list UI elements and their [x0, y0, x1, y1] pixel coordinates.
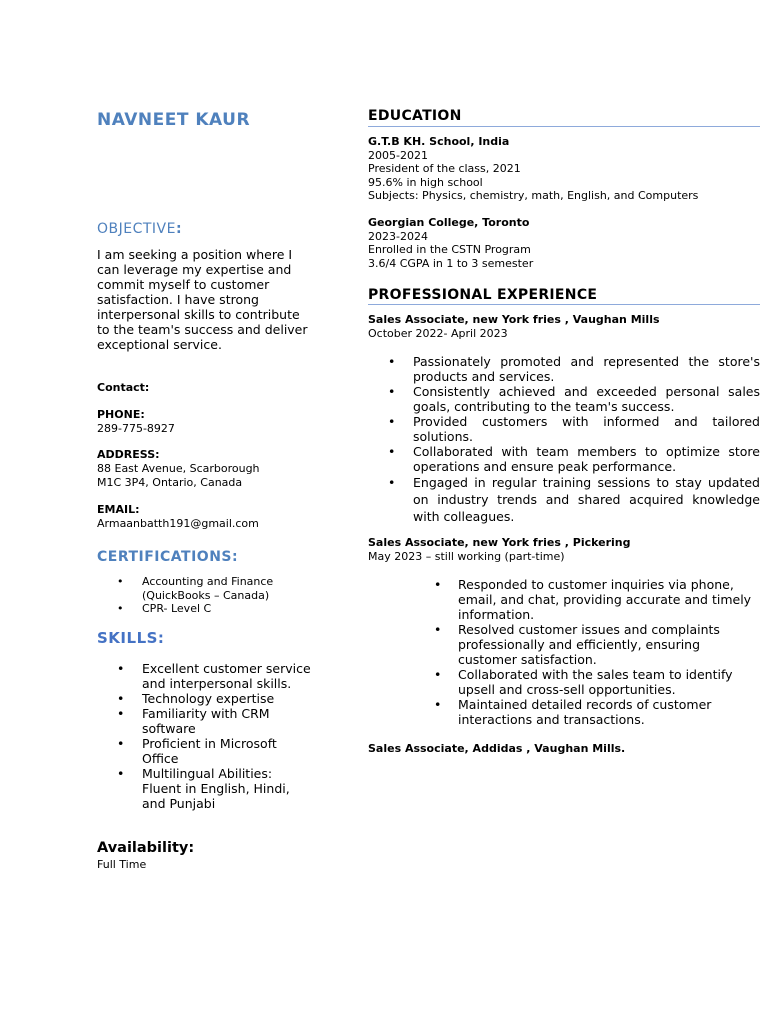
job-title: Sales Associate, new York fries , Pickering: [368, 536, 631, 549]
job-title: Sales Associate, Addidas , Vaughan Mills.: [368, 742, 626, 755]
email-value: Armaanbatth191@gmail.com: [97, 517, 259, 530]
address-line-1: 88 East Avenue, Scarborough: [97, 462, 260, 475]
education-line: 2023-2024: [368, 229, 428, 243]
skill-item: • Proficient in Microsoft Office: [97, 736, 312, 766]
job-bullet: • Consistently achieved and exceeded personal sales goals, contributing to the team's success.: [368, 384, 760, 414]
education-divider: [368, 126, 760, 127]
job-bullet: • Collaborated with the sales team to identify upsell and cross-sell opportunities.: [368, 667, 760, 697]
job-bullet: • Maintained detailed records of customer interactions and transactions.: [368, 697, 760, 727]
phone-label: PHONE:: [97, 408, 145, 421]
contact-label: Contact:: [97, 381, 150, 394]
availability-heading: Availability:: [97, 840, 195, 856]
skills-list: [97, 661, 312, 811]
job-bullet: • Responded to customer inquiries via phone, email, and chat, providing accurate and timely information.: [368, 577, 760, 622]
objective-heading-text: OBJECTIVE: [97, 221, 176, 237]
certification-item: • Accounting and Finance (QuickBooks – Canada): [97, 575, 312, 602]
certification-item: • CPR- Level C: [97, 602, 312, 616]
address-value: [97, 462, 327, 489]
job-bullets: [368, 354, 760, 525]
certifications-heading: [97, 549, 238, 565]
job-bullet: • Passionately promoted and represented the store's products and services.: [368, 354, 760, 384]
email-label: EMAIL:: [97, 503, 140, 516]
job-bullet: • Resolved customer issues and complaints professionally and efficiently, ensuring customer satisfaction.: [368, 622, 760, 667]
education-line: 95.6% in high school: [368, 175, 483, 189]
skills-heading: SKILLS:: [97, 629, 165, 647]
school-name: Georgian College, Toronto: [368, 216, 530, 229]
job-bullet: • Engaged in regular training sessions to stay updated on industry trends and shared acquired knowledge with colleagues.: [368, 474, 760, 525]
skill-item: • Familiarity with CRM software: [97, 706, 312, 736]
job-bullet: • Provided customers with informed and tailored solutions.: [368, 414, 760, 444]
job-dates: May 2023 – still working (part-time): [368, 549, 565, 563]
skill-item: • Excellent customer service and interpersonal skills.: [97, 661, 312, 691]
job-entry: [368, 313, 760, 340]
education-line: 2005-2021: [368, 148, 428, 162]
certifications-heading-colon: :: [232, 549, 239, 565]
education-line: Subjects: Physics, chemistry, math, English, and Computers: [368, 189, 699, 202]
objective-heading: [97, 221, 182, 237]
education-entry: [368, 216, 760, 270]
objective-text: I am seeking a position where I can leverage my expertise and commit myself to customer satisfaction. I have strong interpersonal skills to contribute to the team's success and deliver exceptional service.: [97, 247, 308, 352]
experience-heading: PROFESSIONAL EXPERIENCE: [368, 287, 598, 303]
address-label: ADDRESS:: [97, 448, 160, 461]
address-line-2: M1C 3P4, Ontario, Canada: [97, 475, 243, 489]
skill-item: • Multilingual Abilities: Fluent in English, Hindi, and Punjabi: [97, 766, 312, 811]
skill-item: • Technology expertise: [97, 691, 312, 706]
education-line: President of the class, 2021: [368, 162, 521, 175]
job-title: Sales Associate, new York fries , Vaughan Mills: [368, 313, 660, 326]
job-bullet: • Collaborated with team members to optimize store operations and ensure peak performance.: [368, 444, 760, 474]
phone-value: 289-775-8927: [97, 422, 175, 435]
certifications-heading-text: CERTIFICATIONS: [97, 549, 233, 565]
job-dates: October 2022- April 2023: [368, 326, 508, 340]
education-entry: [368, 135, 760, 203]
certifications-list: [97, 575, 312, 616]
school-name: G.T.B KH. School, India: [368, 135, 510, 148]
education-line: 3.6/4 CGPA in 1 to 3 semester: [368, 256, 534, 270]
job-bullets: [368, 577, 760, 727]
education-heading: EDUCATION: [368, 108, 462, 124]
experience-divider: [368, 304, 760, 305]
job-entry: [368, 536, 760, 563]
availability-value: Full Time: [97, 858, 147, 871]
objective-heading-colon: :: [175, 221, 183, 237]
education-line: Enrolled in the CSTN Program: [368, 243, 531, 256]
candidate-name: NAVNEET KAUR: [97, 110, 251, 130]
